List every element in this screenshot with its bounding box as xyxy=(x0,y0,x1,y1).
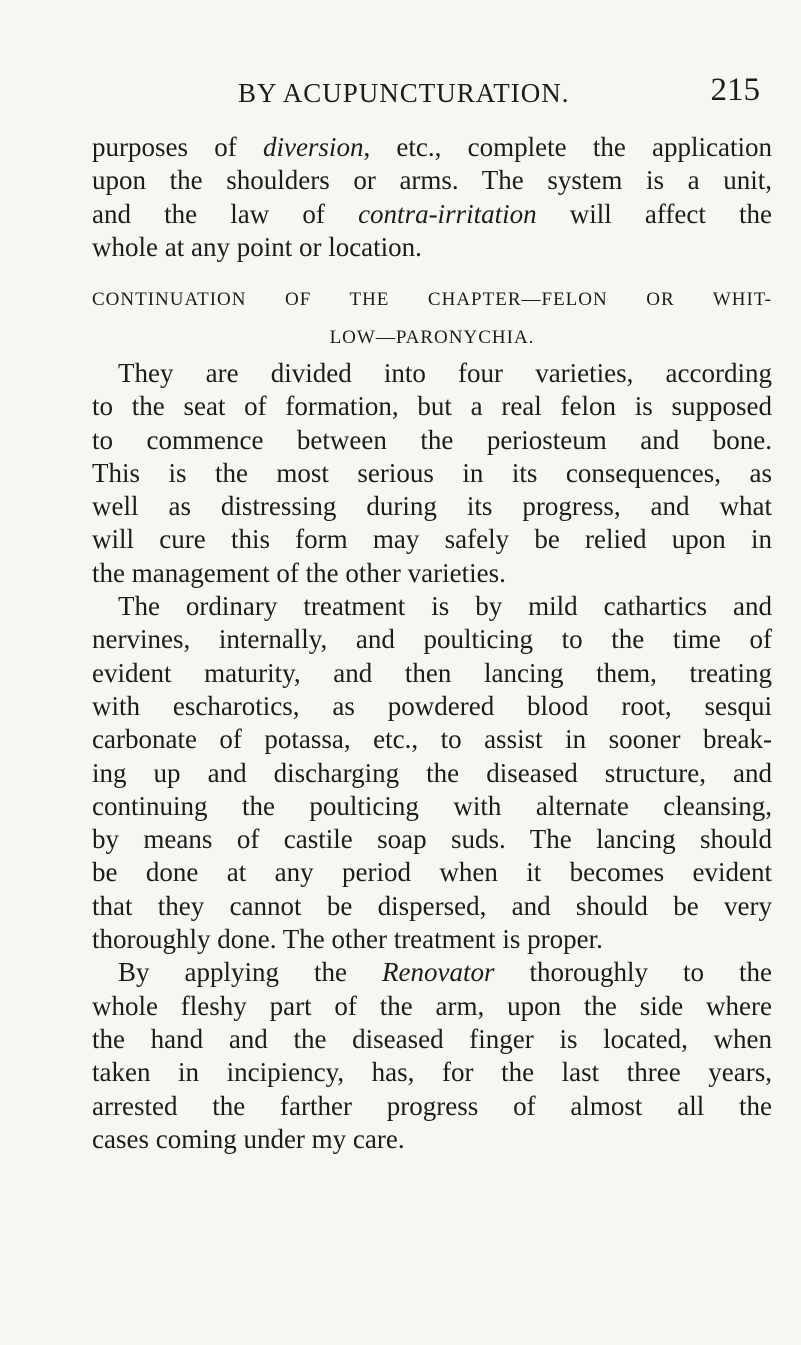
text-line: By applying the Renovator thoroughly to the xyxy=(118,957,773,988)
text-line: cases coming under my care. xyxy=(92,1123,405,1154)
text-line: will cure this form may safely be relied upon in xyxy=(92,524,772,555)
text-line: well as distressing during its progress, and what xyxy=(92,491,772,522)
text-line: taken in incipiency, has, for the last three years, xyxy=(92,1057,772,1088)
text-line: to the seat of formation, but a real felon is supposed xyxy=(92,391,772,422)
page-number: 215 xyxy=(710,72,760,108)
text-line: thoroughly done. The other treatment is proper. xyxy=(92,924,603,955)
text-line: purposes of diversion, etc., complete the application xyxy=(92,132,772,162)
heading-line: CONTINUATION OF THE CHAPTER—FELON OR WHIT- xyxy=(92,289,772,310)
text-line: arrested the farther progress of almost all the xyxy=(92,1090,772,1121)
text-line: to commence between the periosteum and bone. xyxy=(92,424,772,455)
text-line: be done at any period when it becomes evident xyxy=(92,857,772,888)
text-line: whole at any point or location. xyxy=(92,231,422,262)
text-line: ing up and discharging the diseased structure, and xyxy=(92,757,772,788)
heading-line: LOW—PARONYCHIA. xyxy=(329,327,535,348)
text-line: by means of castile soap suds. The lancing should xyxy=(92,824,772,855)
running-head-title: BY ACUPUNCTURATION. xyxy=(238,78,570,108)
body-paragraphs xyxy=(92,357,772,1156)
text-line: and the law of contra-irritation will affect the xyxy=(92,198,772,229)
text-line: evident maturity, and then lancing them, treating xyxy=(92,657,772,688)
intro-paragraph xyxy=(92,131,772,264)
running-head xyxy=(160,72,760,118)
text-line: that they cannot be dispersed, and should be very xyxy=(92,890,772,921)
text-line: continuing the poulticing with alternate cleansing, xyxy=(92,790,772,821)
text-line: nervines, internally, and poulticing to the time of xyxy=(92,624,772,655)
text-line: the management of the other varieties. xyxy=(92,557,506,588)
text-line: This is the most serious in its consequences, as xyxy=(92,457,772,488)
text-line: the hand and the diseased finger is located, when xyxy=(92,1023,772,1054)
text-line: upon the shoulders or arms. The system is a unit, xyxy=(92,165,772,196)
text-line: carbonate of potassa, etc., to assist in sooner break- xyxy=(92,724,772,755)
text-line: The ordinary treatment is by mild cathartics and xyxy=(118,591,772,622)
text-line: They are divided into four varieties, according xyxy=(118,358,772,388)
text-line: with escharotics, as powdered blood root, sesqui xyxy=(92,690,772,721)
section-heading xyxy=(92,281,772,357)
text-line: whole fleshy part of the arm, upon the side where xyxy=(92,990,772,1021)
